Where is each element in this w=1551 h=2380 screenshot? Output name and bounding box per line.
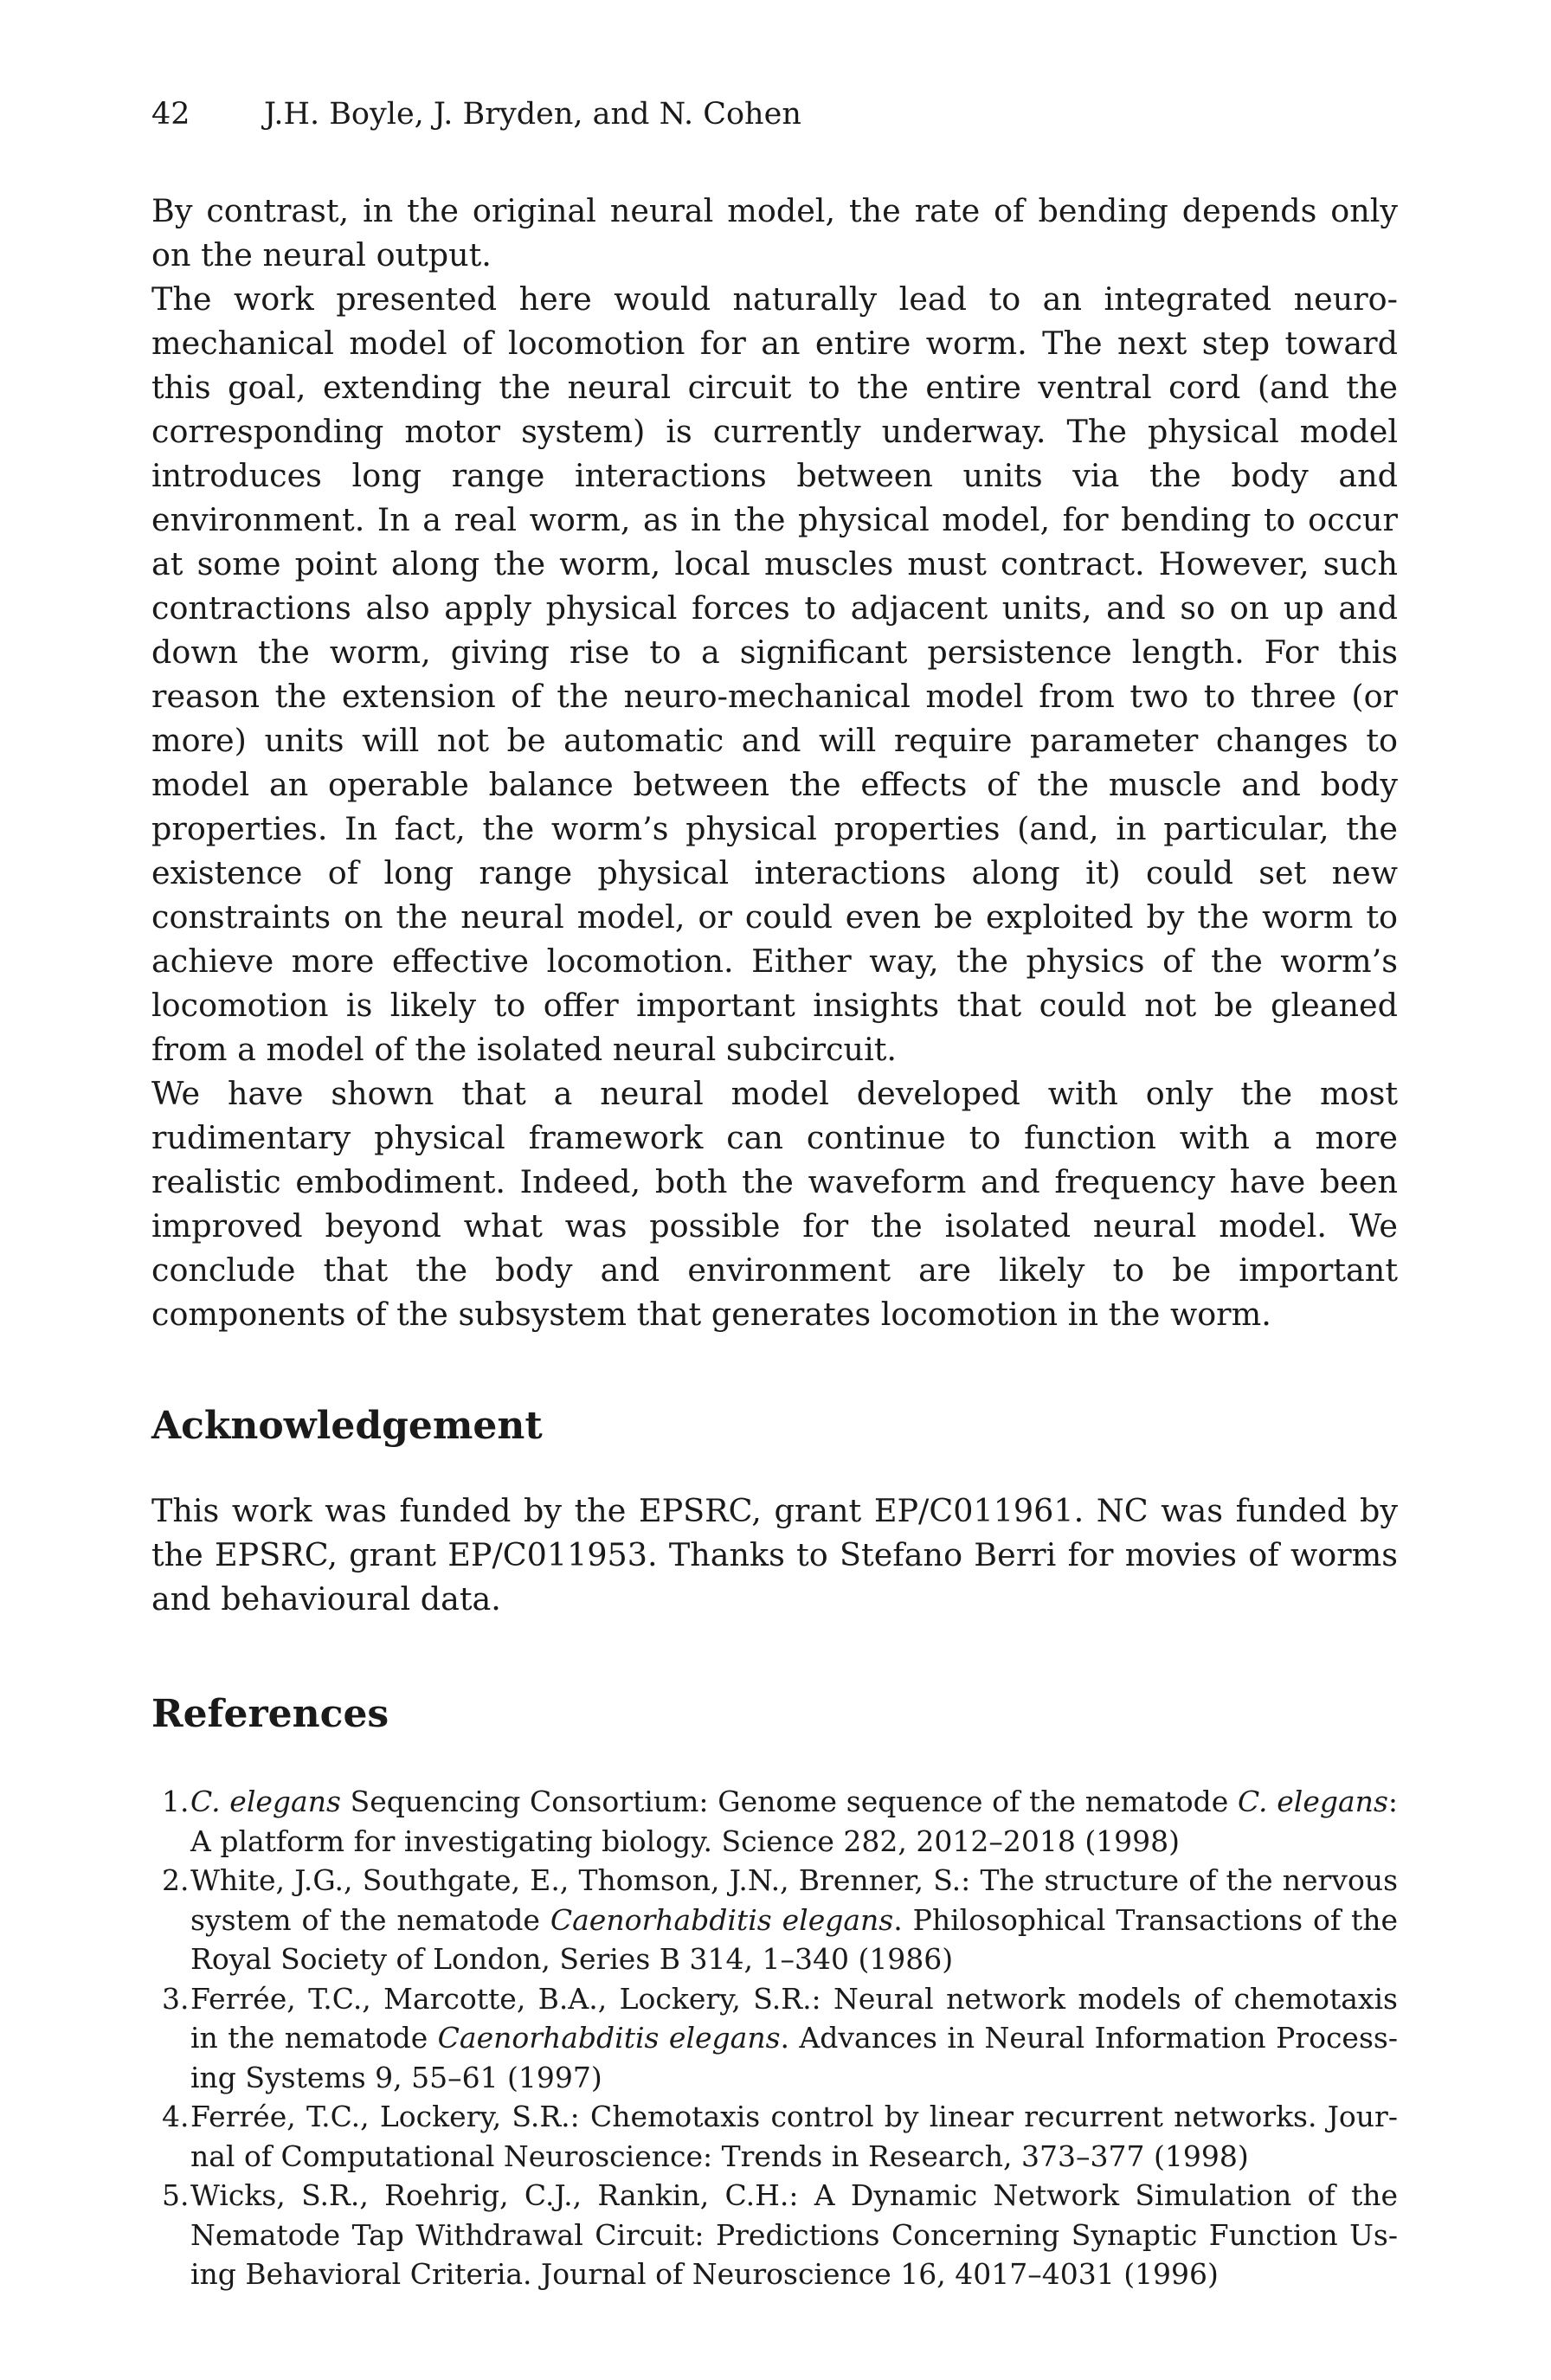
reference-item: [151, 2176, 1398, 2294]
paragraph: By contrast, in the original neural model, the rate of bending depends only on the neural output.: [151, 192, 1398, 273]
reference-item: [151, 1861, 1398, 1979]
reference-text: . Advances in Neural Information Processing Systems 9, 55–61 (1997): [190, 2021, 1398, 2094]
reference-number: 5.: [162, 2178, 190, 2212]
running-head-authors: J.H. Boyle, J. Bryden, and N. Cohen: [264, 97, 801, 132]
paragraph: The work presented here would naturally lead to an integrated neuromechanical model of locomotion for an entire worm. The next step toward this goal, extending the neural circuit to the entire ventral cord (and the corresponding motor system) is currently underway. The physical model introduces long range interactions between units via the body and environment. In a real worm, as in the physical model, for bending to occur at some point along the worm, local muscles must contract. However, such contractions also apply physical forces to adjacent units, and so on up and down the worm, giving rise to a significant persistence length. For this reason the extension of the neuro-mechanical model from two to three (or more) units will not be automatic and will require parameter changes to model an operable balance between the effects of the muscle and body properties. In fact, the worm’s physical properties (and, in particular, the existence of long range physical interactions along it) could set new constraints on the neural model, or could even be exploited by the worm to achieve more effective locomotion. Either way, the physics of the worm’s locomotion is likely to offer important insights that could not be gleaned from a model of the isolated neural subcircuit.: [151, 280, 1398, 1068]
references-heading: References: [151, 1692, 389, 1736]
reference-italic-text: C. elegans: [1237, 1785, 1388, 1818]
reference-number: 4.: [162, 2100, 190, 2133]
paragraph: We have shown that a neural model developed with only the most rudimentary physical framework can continue to function with a more realistic embodiment. Indeed, both the waveform and frequency have been improved beyond what was possible for the isolated neural model. We conclude that the body and environment are likely to be important components of the subsystem that generates locomotion in the worm.: [151, 1075, 1398, 1333]
reference-text: . Philosophical Transactions of the Royal Society of London, Series B 314, 1–340 (1986): [190, 1902, 1399, 1976]
reference-number: 3.: [162, 1981, 190, 2016]
reference-text: Ferrée, T.C., Marcotte, B.A., Lockery, S.R.: Neural network models of chemotaxis in the nematode: [190, 1981, 1398, 2055]
page: [151, 93, 1398, 2294]
reference-list: [151, 1782, 1398, 2294]
reference-italic-text: C. elegans: [190, 1785, 341, 1818]
reference-text: : A platform for investigating biology. Science 282, 2012–2018 (1998): [190, 1785, 1398, 1858]
body-text: [151, 189, 1398, 1336]
reference-number: 2.: [162, 1863, 190, 1897]
running-head: [151, 93, 1398, 135]
reference-item: [151, 2097, 1398, 2176]
reference-item: [151, 1782, 1398, 1861]
acknowledgement-text: This work was funded by the EPSRC, grant EP/C011961. NC was funded by the EPSRC, grant EP/C011953. Thanks to Stefano Berri for movies of worms and behavioural data.: [151, 1492, 1398, 1618]
reference-italic-text: Caenorhabditis elegans: [437, 2021, 781, 2055]
acknowledgement-heading: Acknowledgement: [151, 1404, 543, 1448]
reference-italic-text: Caenorhabditis elegans: [550, 1902, 894, 1937]
reference-text: White, J.G., Southgate, E., Thomson, J.N., Brenner, S.: The structure of the nervous system of the nematode: [190, 1863, 1398, 1937]
page-number: 42: [151, 97, 190, 132]
reference-text: Ferrée, T.C., Lockery, S.R.: Chemotaxis control by linear recurrent networks. Journal of Computational Neuroscience: Trends in Research, 373–377 (1998): [190, 2100, 1398, 2173]
reference-number: 1.: [162, 1785, 190, 1818]
reference-item: [151, 1979, 1398, 2098]
reference-text: Sequencing Consortium: Genome sequence of the nematode: [340, 1785, 1238, 1818]
reference-text: Wicks, S.R., Roehrig, C.J., Rankin, C.H.: A Dynamic Network Simulation of the Nematode Tap Withdrawal Circuit: Predictions Concerning Synaptic Function Using Behavioral Criteria. Journal of Neuroscience 16, 4017–4031 (1996): [190, 2178, 1398, 2291]
